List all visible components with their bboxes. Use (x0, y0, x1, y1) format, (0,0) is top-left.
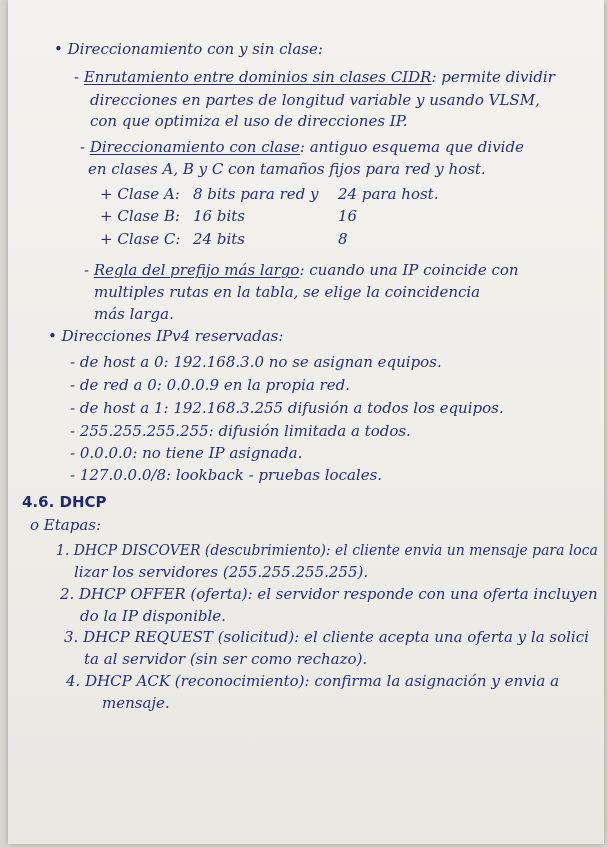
classful-line-1: - Direccionamiento con clase: antiguo esquema que divide (80, 138, 524, 156)
prefix-label: Regla del prefijo más largo (93, 261, 300, 279)
cidr-line-1: - Enrutamiento entre dominios sin clases CIDR: permite dividir (74, 68, 555, 86)
reservada-item: - de host a 1: 192.168.3.255 difusión a todos los equipos. (70, 399, 504, 417)
reservada-item: - 255.255.255.255: difusión limitada a todos. (70, 422, 411, 440)
section-title-direccionamiento: • Direccionamiento con y sin clase: (54, 40, 323, 58)
prefix-line-2: multiples rutas en la tabla, se elige la coincidencia (94, 283, 481, 301)
classful-text-1: : antiguo esquema que divide (299, 138, 524, 156)
clase-c-host: 8 (338, 230, 348, 248)
reservada-item: - 0.0.0.0: no tiene IP asignada. (70, 444, 303, 462)
cidr-text-1: : permite dividir (431, 68, 555, 86)
reservada-item: - de host a 0: 192.168.3.0 no se asignan equipos. (70, 353, 442, 371)
dhcp-step-1-line-1: 1. DHCP DISCOVER (descubrimiento): el cliente envia un mensaje para loca (56, 541, 598, 559)
clase-c-label: + Clase C: (100, 230, 181, 248)
section-title-dhcp: 4.6. DHCP (22, 493, 107, 511)
reservada-item: - de red a 0: 0.0.0.9 en la propia red. (70, 376, 350, 394)
clase-a-red: 8 bits para red y (193, 185, 319, 203)
clase-b-red: 16 bits (193, 207, 245, 225)
cidr-line-3: con que optimiza el uso de direcciones IP. (90, 112, 408, 130)
clase-b-host: 16 (338, 207, 358, 225)
dhcp-step-3-line-1: 3. DHCP REQUEST (solicitud): el cliente acepta una oferta y la solici (64, 628, 589, 646)
cidr-line-2: direcciones en partes de longitud variable y usando VLSM, (90, 91, 540, 109)
dhcp-step-1-line-2: lizar los servidores (255.255.255.255). (74, 563, 369, 581)
dhcp-step-2-line-1: 2. DHCP OFFER (oferta): el servidor responde con una oferta incluyen (60, 585, 598, 603)
clase-b-label: + Clase B: (100, 207, 180, 225)
clase-c-red: 24 bits (193, 230, 245, 248)
dhcp-step-4-line-1: 4. DHCP ACK (reconocimiento): confirma la asignación y envia a (66, 672, 560, 690)
cidr-label: Enrutamiento entre dominios sin clases CIDR (83, 68, 432, 86)
dhcp-etapas-label: o Etapas: (30, 516, 102, 534)
notebook-page (8, 0, 604, 844)
dhcp-step-2-line-2: do la IP disponible. (80, 607, 226, 625)
reservada-item: - 127.0.0.0/8: lookback - pruebas locales. (70, 466, 383, 484)
prefix-line-1: - Regla del prefijo más largo: cuando una IP coincide con (84, 261, 519, 279)
prefix-text-1: : cuando una IP coincide con (299, 261, 519, 279)
section-title-reservadas: • Direcciones IPv4 reservadas: (48, 327, 284, 345)
classful-label: Direccionamiento con clase (89, 138, 300, 156)
clase-a-label: + Clase A: (100, 185, 180, 203)
dhcp-step-4-line-2: mensaje. (102, 694, 170, 712)
prefix-line-3: más larga. (94, 305, 174, 323)
dhcp-step-3-line-2: ta al servidor (sin ser como rechazo). (84, 650, 368, 668)
clase-a-host: 24 para host. (338, 185, 439, 203)
classful-line-2: en clases A, B y C con tamaños fijos para red y host. (88, 160, 486, 178)
